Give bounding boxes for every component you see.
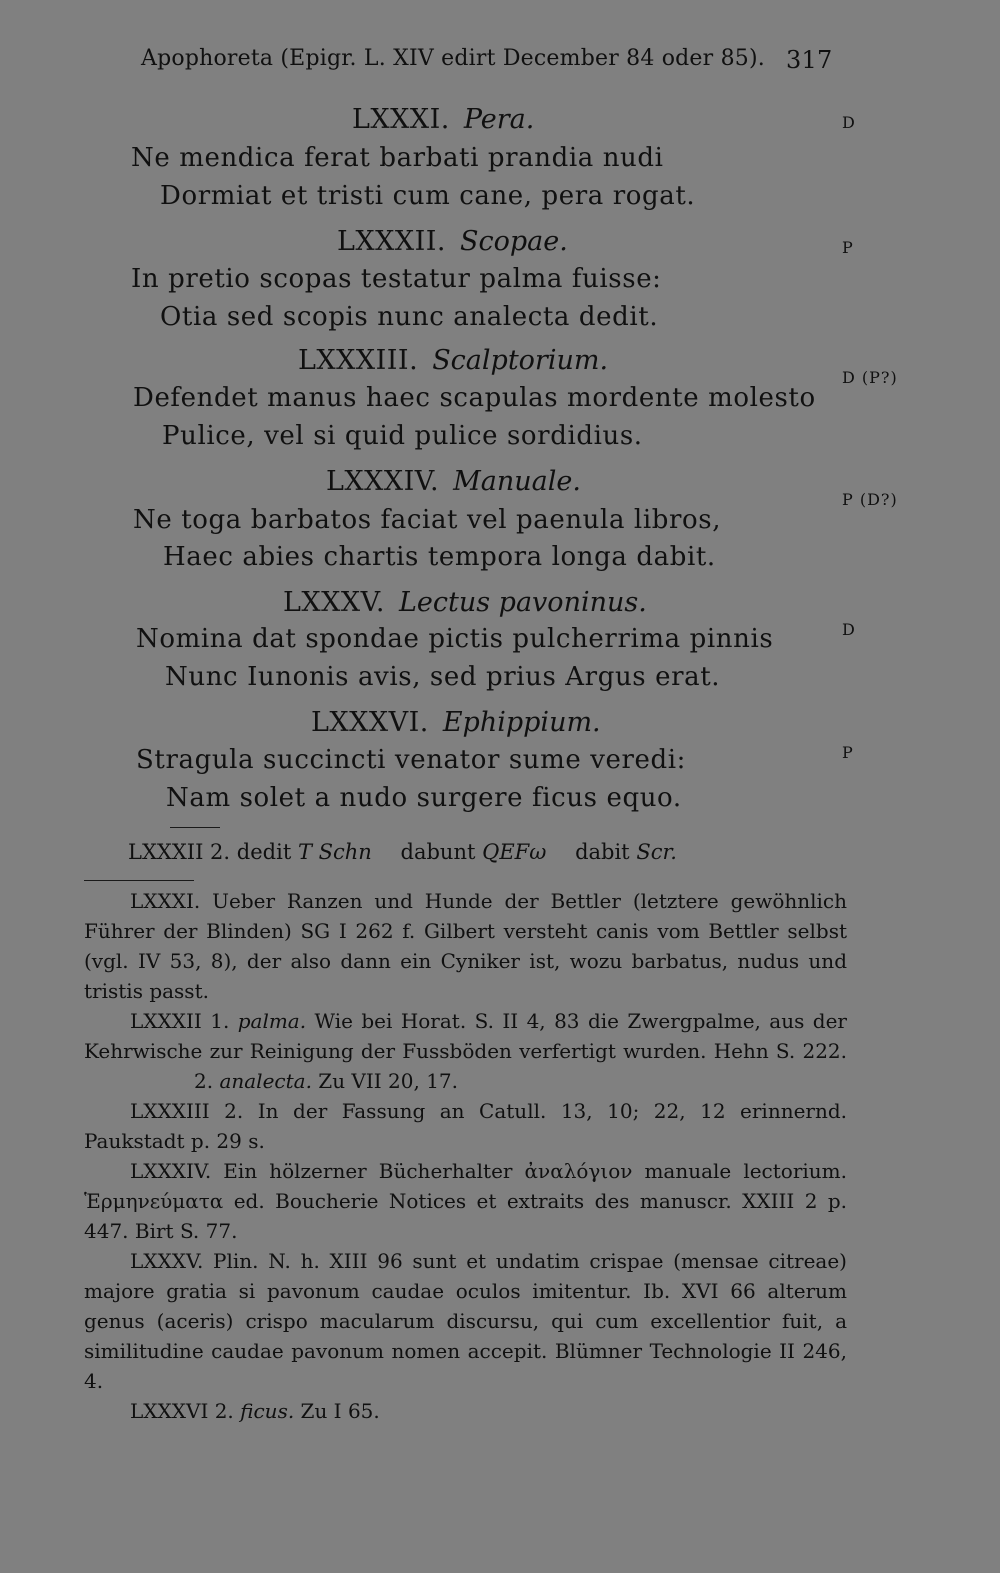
page-number: 317	[786, 46, 833, 74]
verse-pentameter: Dormiat et tristi cum cane, pera rogat.	[160, 181, 696, 211]
epigram-title	[352, 104, 534, 135]
apparatus-lemma: dedit	[236, 840, 292, 864]
note-text: Ein hölzerner Bücherhalter ἀναλόγιον manuale lectorium. Ἑρμηνεύματα ed. Boucherie Notices et extraits des manuscr. XXIII 2 p. 447. Birt S. 77.	[84, 1159, 847, 1243]
note-ref: LXXXV.	[130, 1249, 204, 1273]
manuscript-siglum: D	[842, 113, 856, 132]
apparatus-reading: dabunt	[400, 840, 476, 864]
epigram-title-text: Pera.	[463, 104, 535, 135]
verse-pentameter: Nunc Iunonis avis, sed prius Argus erat.	[165, 662, 721, 692]
manuscript-siglum: P (D?)	[842, 490, 898, 509]
note-85	[84, 1246, 847, 1396]
verse-pentameter: Otia sed scopis nunc analecta dedit.	[160, 302, 659, 332]
verse-hexameter: Stragula succincti venator sume veredi:	[136, 745, 687, 775]
epigram-title	[326, 466, 581, 497]
note-text: Zu I 65.	[300, 1399, 380, 1423]
critical-apparatus	[128, 840, 677, 864]
epigram-number: LXXXIV.	[326, 466, 440, 497]
apparatus-witness: T Schn	[297, 840, 372, 864]
note-text: In der Fassung an Catull. 13, 10; 22, 12 erinnernd. Paukstadt p. 29 s.	[84, 1099, 848, 1153]
note-lemma: analecta.	[219, 1069, 312, 1093]
note-81	[84, 886, 847, 1006]
note-ref: 2.	[194, 1069, 214, 1093]
verse-hexameter: In pretio scopas testatur palma fuisse:	[131, 264, 662, 294]
note-lemma: palma.	[237, 1009, 307, 1033]
verse-hexameter: Defendet manus haec scapulas mordente molesto	[133, 383, 816, 413]
verse-hexameter: Ne toga barbatos faciat vel paenula libros,	[133, 505, 722, 535]
running-title: Apophoreta (Epigr. L. XIV edirt December 84 oder 85).	[141, 46, 765, 71]
note-text: Wie bei Horat. S. II 4, 83 die Zwergpalme, aus der Kehrwische zur Reinigung der Fussböden verfertigt wurden. Hehn S. 222.	[84, 1009, 847, 1063]
apparatus-witness: Scr.	[636, 840, 677, 864]
epigram-number: LXXXIII.	[298, 345, 419, 376]
note-83	[84, 1096, 847, 1156]
epigram-number: LXXXVI.	[311, 707, 429, 738]
note-text: Plin. N. h. XIII 96 sunt et undatim crispae (mensae citreae) majore gratia si pavonum caudae oculos imitentur. Ib. XVI 66 alterum genus (aceris) crispo macularum discursu, qui cum excellentior fuit, a similitudine caudae pavonum nomen accepit. Blümner Technologie II 246, 4.	[84, 1249, 847, 1393]
note-ref: LXXXIII 2.	[130, 1099, 244, 1123]
note-lemma: ficus.	[240, 1399, 295, 1423]
manuscript-siglum: P	[842, 743, 854, 762]
note-82	[84, 1006, 847, 1096]
verse-pentameter: Nam solet a nudo surgere ficus equo.	[166, 783, 682, 813]
epigram-title-text: Ephippium.	[442, 707, 601, 738]
verse-pentameter: Pulice, vel si quid pulice sordidius.	[162, 421, 643, 451]
manuscript-siglum: D	[842, 620, 856, 639]
verse-pentameter: Haec abies chartis tempora longa dabit.	[163, 542, 716, 572]
epigram-title	[311, 707, 601, 738]
epigram-title	[283, 587, 647, 618]
apparatus-reading: dabit	[575, 840, 630, 864]
epigram-title-text: Manuale.	[453, 466, 581, 497]
commentary	[84, 886, 847, 1426]
epigram-number: LXXXII.	[337, 226, 447, 257]
note-ref: LXXXI.	[130, 889, 201, 913]
epigram-title-text: Scalptorium.	[432, 345, 609, 376]
note-text: Ueber Ranzen und Hunde der Bettler (letztere gewöhnlich Führer der Blinden) SG I 262 f. Gilbert versteht canis vom Bettler selbst (vgl. IV 53, 8), der also dann ein Cyniker ist, wozu barbatus, nudus und tristis passt.	[84, 889, 847, 1003]
note-ref: LXXXIV.	[130, 1159, 212, 1183]
note-text: Zu VII 20, 17.	[318, 1069, 459, 1093]
epigram-title-text: Lectus pavoninus.	[398, 587, 647, 618]
note-ref: LXXXII 1.	[130, 1009, 230, 1033]
note-84	[84, 1156, 847, 1246]
apparatus-witness: QEFω	[482, 840, 547, 864]
epigram-number: LXXXI.	[352, 104, 450, 135]
manuscript-siglum: D (P?)	[842, 368, 898, 387]
epigram-title-text: Scopae.	[460, 226, 568, 257]
commentary-rule	[84, 880, 194, 881]
note-ref: LXXXVI 2.	[130, 1399, 234, 1423]
epigram-title	[298, 345, 608, 376]
epigram-number: LXXXV.	[283, 587, 385, 618]
epigram-title	[337, 226, 568, 257]
apparatus-ref: LXXXII 2.	[128, 840, 231, 864]
verse-hexameter: Nomina dat spondae pictis pulcherrima pinnis	[136, 624, 774, 654]
note-86	[84, 1396, 847, 1426]
apparatus-rule	[170, 827, 220, 828]
manuscript-siglum: P	[842, 238, 854, 257]
verse-hexameter: Ne mendica ferat barbati prandia nudi	[131, 143, 664, 173]
